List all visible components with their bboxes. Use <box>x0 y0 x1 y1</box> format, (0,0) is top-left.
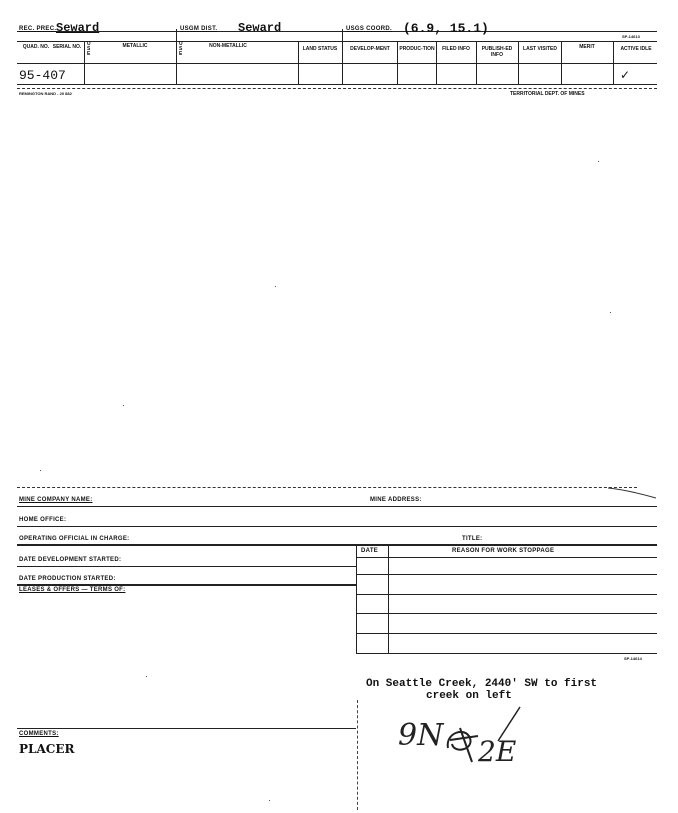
quad-serial-value: 95-407 <box>19 68 66 83</box>
location-note-line2: creek on left <box>426 690 512 702</box>
usgs-coord-value: (6.9, 15.1) <box>403 21 489 36</box>
usgm-dist-label: USGM DIST. <box>180 26 218 32</box>
col-published-info: PUBLISH-ED INFO <box>481 46 513 58</box>
title-label: TITLE: <box>462 536 483 542</box>
handwritten-pointer-line <box>494 705 524 745</box>
comments-value: PLACER <box>19 742 75 756</box>
col-serial: SERIAL NO. <box>52 44 82 50</box>
col-development: DEVELOP-MENT <box>350 46 390 52</box>
col-use-left: U S E <box>87 41 91 57</box>
date-development-label: DATE DEVELOPMENT STARTED: <box>19 557 122 563</box>
col-use-right: U S E <box>179 41 183 57</box>
leases-label: LEASES & OFFERS — TERMS OF: <box>19 587 126 593</box>
date-production-label: DATE PRODUCTION STARTED: <box>19 576 116 582</box>
department-label: TERRITORIAL DEPT. OF MINES <box>510 91 585 97</box>
mine-company-name-label: MINE COMPANY NAME: <box>19 497 93 503</box>
col-production: PRODUC-TION <box>399 46 435 52</box>
col-non-metallic: NON-METALLIC <box>209 43 247 49</box>
date-column-label: DATE <box>361 548 379 554</box>
torn-edge-mark <box>608 486 658 500</box>
reason-column-label: REASON FOR WORK STOPPAGE <box>452 548 555 554</box>
handwritten-township: 9N <box>398 718 444 753</box>
mine-address-label: MINE ADDRESS: <box>370 497 422 503</box>
form-number-top: SP-14613 <box>622 34 640 39</box>
comments-label: COMMENTS: <box>19 731 59 737</box>
col-metallic: METALLIC <box>122 43 148 49</box>
col-filed-info: FILED INFO <box>442 46 470 52</box>
usgs-coord-label: USGS COORD. <box>346 26 392 32</box>
printer-note: REMINGTON RAND - 20 882 <box>19 91 72 96</box>
col-quad: QUAD. NO. <box>22 44 50 50</box>
col-last-visited: LAST VISITED <box>523 46 557 52</box>
col-land-status: LAND STATUS <box>302 46 338 52</box>
form-number-bottom: SP-14614 <box>624 656 642 661</box>
active-check-mark: ✓ <box>620 68 631 82</box>
rec-prec-label: REC. PREC. <box>19 26 57 32</box>
home-office-label: HOME OFFICE: <box>19 517 67 523</box>
rec-prec-value: Seward <box>56 21 100 35</box>
location-note-line1: On Seattle Creek, 2440' SW to first <box>366 678 598 690</box>
operating-official-label: OPERATING OFFICIAL IN CHARGE: <box>19 536 130 542</box>
col-merit: MERIT <box>579 44 595 50</box>
handwritten-range: 2E <box>478 735 517 768</box>
usgm-dist-value: Seward <box>238 21 282 35</box>
col-active-idle: ACTIVE IDLE <box>620 46 652 52</box>
